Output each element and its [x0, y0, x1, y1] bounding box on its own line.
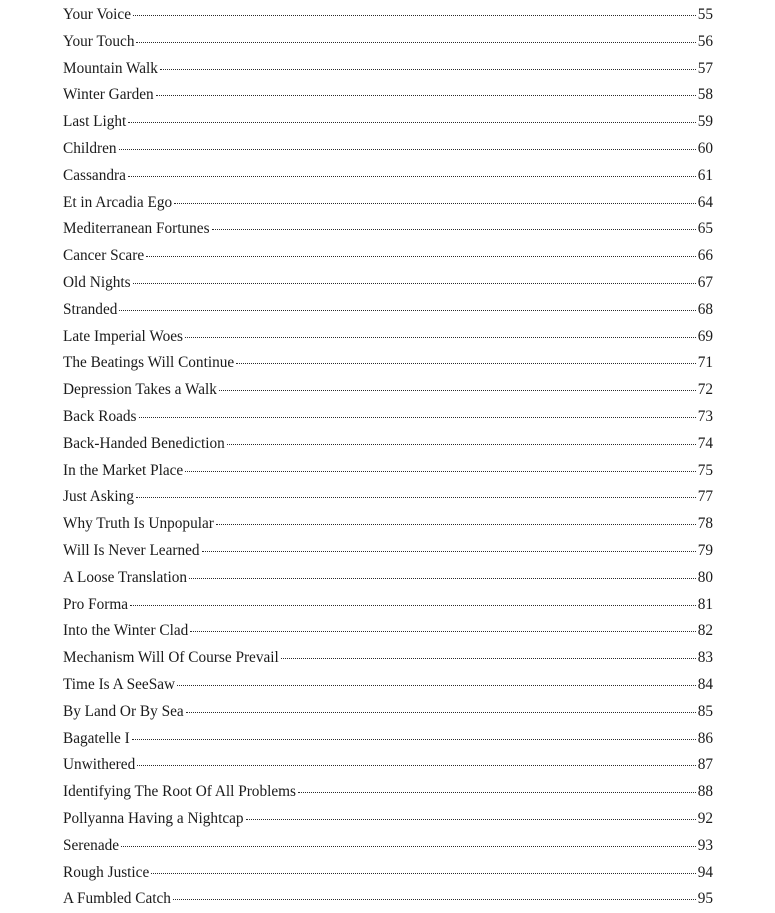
toc-entry-page: 68 [697, 300, 713, 318]
toc-entry-title: Cassandra [63, 166, 126, 184]
toc-entry-page: 58 [697, 86, 713, 104]
dot-leader [156, 95, 696, 96]
toc-entry[interactable] [63, 672, 713, 699]
toc-entry-page: 75 [697, 461, 713, 479]
toc-entry-title: Back-Handed Benediction [63, 434, 225, 452]
dot-leader [132, 739, 696, 740]
dot-leader [185, 337, 696, 338]
toc-entry-title: Unwithered [63, 756, 136, 774]
toc-entry-title: Into the Winter Clad [63, 622, 189, 640]
toc-entry[interactable] [63, 270, 713, 297]
toc-entry-page: 78 [697, 515, 713, 533]
toc-entry-title: Mountain Walk [63, 59, 158, 77]
toc-entry-title: In the Market Place [63, 461, 184, 479]
dot-leader [128, 122, 695, 123]
toc-entry-page: 73 [697, 407, 713, 425]
toc-entry[interactable] [63, 565, 713, 592]
toc-entry-title: The Beatings Will Continue [63, 354, 235, 372]
toc-entry[interactable] [63, 297, 713, 324]
toc-entry[interactable] [63, 592, 713, 619]
toc-entry-title: Et in Arcadia Ego [63, 193, 173, 211]
dot-leader [185, 471, 696, 472]
toc-entry[interactable] [63, 806, 713, 833]
toc-entry-title: Back Roads [63, 407, 137, 425]
dot-leader [128, 176, 696, 177]
toc-entry-page: 64 [697, 193, 713, 211]
toc-entry-title: Depression Takes a Walk [63, 381, 217, 399]
toc-entry[interactable] [63, 431, 713, 458]
toc-entry-page: 74 [697, 434, 713, 452]
toc-entry-title: Winter Garden [63, 86, 154, 104]
dot-leader [151, 873, 695, 874]
toc-entry[interactable] [63, 645, 713, 672]
toc-entry-page: 55 [697, 6, 713, 23]
dot-leader [246, 819, 696, 820]
toc-entry[interactable] [63, 484, 713, 511]
toc-entry[interactable] [63, 538, 713, 565]
toc-entry-page: 86 [697, 729, 713, 747]
dot-leader [174, 203, 696, 204]
dot-leader [133, 283, 696, 284]
toc-entry[interactable] [63, 163, 713, 190]
dot-leader [136, 42, 695, 43]
toc-entry-page: 69 [697, 327, 713, 345]
toc-entry[interactable] [63, 511, 713, 538]
toc-entry-title: Late Imperial Woes [63, 327, 183, 345]
toc-entry[interactable] [63, 56, 713, 83]
toc-entry[interactable] [63, 190, 713, 217]
toc-entry[interactable] [63, 752, 713, 779]
toc-entry-title: Time Is A SeeSaw [63, 675, 176, 693]
dot-leader [281, 658, 696, 659]
toc-entry-title: Mediterranean Fortunes [63, 220, 210, 238]
dot-leader [139, 417, 696, 418]
toc-entry-title: A Loose Translation [63, 568, 188, 586]
toc-entry[interactable] [63, 377, 713, 404]
toc-entry[interactable] [63, 136, 713, 163]
toc-entry-title: Why Truth Is Unpopular [63, 515, 214, 533]
toc-entry-page: 67 [697, 273, 713, 291]
dot-leader [189, 578, 696, 579]
toc-entry-page: 65 [697, 220, 713, 238]
toc-entry-page: 95 [697, 890, 713, 908]
toc-entry[interactable] [63, 699, 713, 726]
dot-leader [136, 497, 696, 498]
dot-leader [146, 256, 696, 257]
toc-entry-page: 59 [697, 113, 713, 131]
toc-entry-page: 57 [697, 59, 713, 77]
toc-entry-title: Children [63, 139, 117, 157]
toc-entry-title: Serenade [63, 836, 120, 854]
dot-leader [216, 524, 696, 525]
toc-entry[interactable] [63, 458, 713, 485]
dot-leader [119, 149, 696, 150]
toc-entry-page: 83 [697, 649, 713, 667]
dot-leader [137, 765, 695, 766]
toc-entry-page: 87 [697, 756, 713, 774]
toc-entry-page: 77 [697, 488, 713, 506]
toc-entry-title: A Fumbled Catch [63, 890, 171, 908]
toc-entry-title: Mechanism Will Of Course Prevail [63, 649, 279, 667]
dot-leader [173, 899, 696, 900]
dot-leader [212, 229, 696, 230]
toc-entry[interactable] [63, 29, 713, 56]
toc-entry-title: Your Voice [63, 6, 132, 23]
toc-entry-title: Pro Forma [63, 595, 129, 613]
toc-entry[interactable] [63, 216, 713, 243]
toc-entry-title: Will Is Never Learned [63, 541, 200, 559]
toc-entry-page: 61 [697, 166, 713, 184]
dot-leader [227, 444, 696, 445]
toc-entry-page: 80 [697, 568, 713, 586]
toc-entry-page: 84 [697, 675, 713, 693]
toc-entry[interactable] [63, 82, 713, 109]
dot-leader [130, 605, 696, 606]
toc-entry-title: Pollyanna Having a Nightcap [63, 809, 244, 827]
dot-leader [298, 792, 696, 793]
toc-entry-page: 82 [697, 622, 713, 640]
toc-entry[interactable] [63, 324, 713, 351]
toc-entry-title: By Land Or By Sea [63, 702, 184, 720]
toc-entry[interactable] [63, 726, 713, 753]
toc-entry-title: Rough Justice [63, 863, 150, 881]
dot-leader [186, 712, 696, 713]
toc-entry-title: Bagatelle I [63, 729, 130, 747]
dot-leader [202, 551, 696, 552]
toc-entry-page: 71 [697, 354, 713, 372]
dot-leader [119, 310, 695, 311]
toc-entry[interactable] [63, 779, 713, 806]
table-of-contents [63, 2, 713, 913]
toc-entry-page: 93 [697, 836, 713, 854]
toc-entry-page: 94 [697, 863, 713, 881]
toc-entry-title: Just Asking [63, 488, 134, 506]
dot-leader [190, 631, 695, 632]
toc-entry[interactable] [63, 886, 713, 913]
toc-entry-page: 85 [697, 702, 713, 720]
dot-leader [236, 363, 696, 364]
toc-entry[interactable] [63, 2, 713, 29]
dot-leader [160, 69, 696, 70]
toc-entry-page: 88 [697, 783, 713, 801]
toc-entry-title: Cancer Scare [63, 247, 145, 265]
toc-entry-title: Identifying The Root Of All Problems [63, 783, 296, 801]
toc-entry[interactable] [63, 833, 713, 860]
toc-entry-title: Old Nights [63, 273, 131, 291]
toc-entry-page: 81 [697, 595, 713, 613]
toc-entry[interactable] [63, 350, 713, 377]
dot-leader [121, 846, 696, 847]
toc-entry-page: 56 [697, 32, 713, 50]
toc-entry-page: 92 [697, 809, 713, 827]
toc-entry[interactable] [63, 109, 713, 136]
toc-entry-title: Your Touch [63, 32, 135, 50]
dot-leader [177, 685, 696, 686]
toc-entry-title: Last Light [63, 113, 127, 131]
toc-entry[interactable] [63, 860, 713, 887]
toc-entry[interactable] [63, 243, 713, 270]
toc-entry[interactable] [63, 618, 713, 645]
toc-entry[interactable] [63, 404, 713, 431]
toc-entry-title: Stranded [63, 300, 118, 318]
dot-leader [219, 390, 696, 391]
toc-entry-page: 72 [697, 381, 713, 399]
dot-leader [133, 15, 696, 16]
toc-entry-page: 79 [697, 541, 713, 559]
toc-entry-page: 60 [697, 139, 713, 157]
toc-entry-page: 66 [697, 247, 713, 265]
